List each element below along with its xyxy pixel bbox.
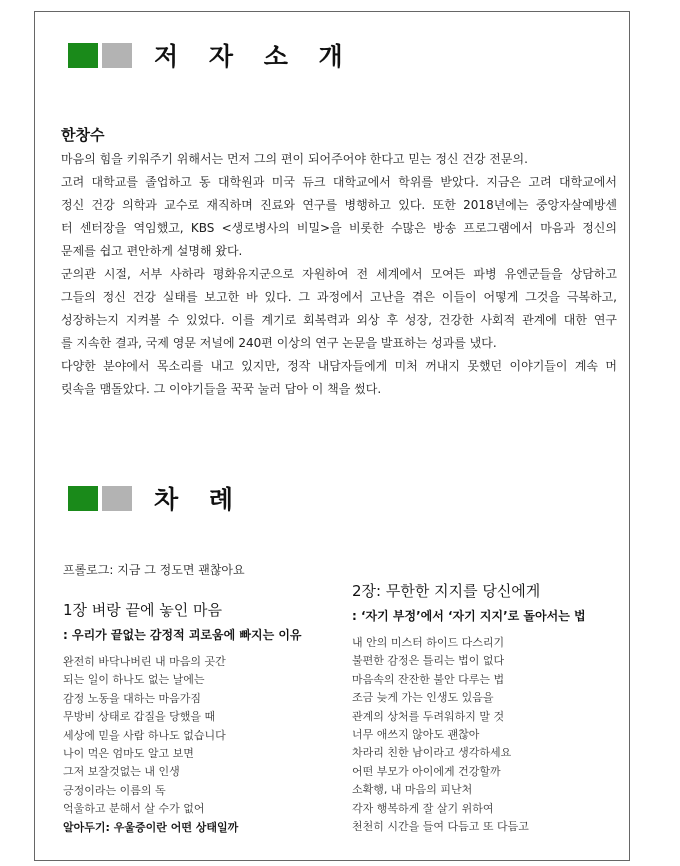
author-name: 한창수 <box>61 126 105 144</box>
chapter-1-title: 1장 벼랑 끝에 놓인 마음 <box>63 601 223 619</box>
author-bio <box>61 148 617 401</box>
toc-item-note: 알아두기: 우울증이란 어떤 상태일까 <box>63 820 239 834</box>
toc-item: 되는 일이 하나도 없는 날에는 <box>63 673 205 687</box>
bio-line: 정신 건강 의학과 교수로 재직하며 진료와 연구를 병행하고 있다. 또한 2018년에는 중앙자살예방센 <box>61 198 617 212</box>
toc-chapter-1 <box>63 599 302 837</box>
toc-chapter-2 <box>352 580 586 836</box>
chapter-2-items <box>352 634 586 836</box>
bio-line: 문제를 쉽고 편안하게 설명해 왔다. <box>61 244 243 258</box>
toc-item: 나이 먹은 엄마도 알고 보면 <box>63 747 194 761</box>
toc-item: 완전히 바닥나버린 내 마음의 곳간 <box>63 655 226 668</box>
toc-item: 어떤 부모가 아이에게 건강할까 <box>352 764 501 778</box>
toc-item: 감정 노동을 대하는 마음가짐 <box>63 691 202 705</box>
author-section-title: 저 자 소 개 <box>154 42 354 71</box>
toc-item: 너무 애쓰지 않아도 괜찮아 <box>352 728 480 742</box>
chapter-2-title: 2장: 무한한 지지를 당신에게 <box>352 582 541 600</box>
toc-item: 세상에 믿을 사람 하나도 없습니다 <box>63 728 226 742</box>
toc-item: 마음속의 잔잔한 불안 다루는 법 <box>352 672 505 686</box>
toc-item: 불편한 감정은 틀리는 법이 없다 <box>352 654 505 668</box>
toc-item: 억울하고 분해서 살 수가 없어 <box>63 802 205 816</box>
toc-item: 각자 행복하게 잘 살기 위하여 <box>352 801 494 815</box>
green-square-icon <box>68 43 98 68</box>
toc-section-header <box>68 483 244 513</box>
bio-line: 릿속을 맴돌았다. 그 이야기들을 꾹꾹 눌러 담아 이 책을 썼다. <box>61 382 382 396</box>
bio-line: 를 지속한 결과, 국제 영문 저널에 240편 이상의 연구 논문을 발표하는 성과를 냈다. <box>61 336 497 350</box>
toc-item: 소확행, 내 마음의 피난처 <box>352 783 473 797</box>
green-square-icon <box>68 486 98 511</box>
author-section-header <box>68 40 354 70</box>
chapter-1-items <box>63 653 302 837</box>
bio-line: 터 센터장을 역임했고, KBS <생로병사의 비밀>을 비롯한 수많은 방송 프로그램에서 마음과 정신의 <box>61 221 617 235</box>
toc-item: 그저 보잘것없는 내 인생 <box>63 765 180 779</box>
bio-line: 고려 대학교를 졸업하고 동 대학원과 미국 듀크 대학교에서 학위를 받았다. 지금은 고려 대학교에서 <box>61 175 617 189</box>
toc-prologue: 프롤로그: 지금 그 정도면 괜찮아요 <box>63 563 245 577</box>
gray-square-icon <box>102 486 132 511</box>
toc-item: 관계의 상처를 두려워하지 말 것 <box>352 709 505 723</box>
toc-item: 조금 늦게 가는 인생도 있음을 <box>352 691 494 705</box>
toc-item: 천천히 시간을 들여 다듬고 또 다듬고 <box>352 820 529 834</box>
chapter-2-subtitle: : ‘자기 부정’에서 ‘자기 지지’로 돌아서는 법 <box>352 609 586 623</box>
toc-item: 내 안의 미스터 하이드 다스리기 <box>352 636 505 649</box>
toc-item: 긍정이라는 이름의 독 <box>63 783 166 797</box>
bio-line: 군의관 시절, 서부 사하라 평화유지군으로 자원하여 전 세계에서 모여든 파병 유엔군들을 상담하고 <box>61 267 617 281</box>
bio-line: 그들의 정신 건강 실태를 보고한 바 있다. 그 과정에서 고난을 겪은 이들이 어떻게 그것을 극복하고, <box>61 290 617 304</box>
chapter-1-subtitle: : 우리가 끝없는 감정적 괴로움에 빠지는 이유 <box>63 628 302 642</box>
toc-section-title: 차 례 <box>154 485 245 514</box>
toc-item: 차라리 친한 남이라고 생각하세요 <box>352 746 512 760</box>
gray-square-icon <box>102 43 132 68</box>
toc-item: 무방비 상태로 갑질을 당했을 때 <box>63 710 216 724</box>
bio-line: 성장하는지 지켜볼 수 있었다. 이를 계기로 회복력과 외상 후 성장, 건강한 사회적 관계에 대한 연구 <box>61 313 617 327</box>
bio-line: 마음의 힘을 키워주기 위해서는 먼저 그의 편이 되어주어야 한다고 믿는 정신 건강 전문의. <box>61 152 528 166</box>
bio-line: 다양한 분야에서 목소리를 내고 있지만, 정작 내담자들에게 미처 꺼내지 못했던 이야기들이 계속 머 <box>61 359 617 373</box>
